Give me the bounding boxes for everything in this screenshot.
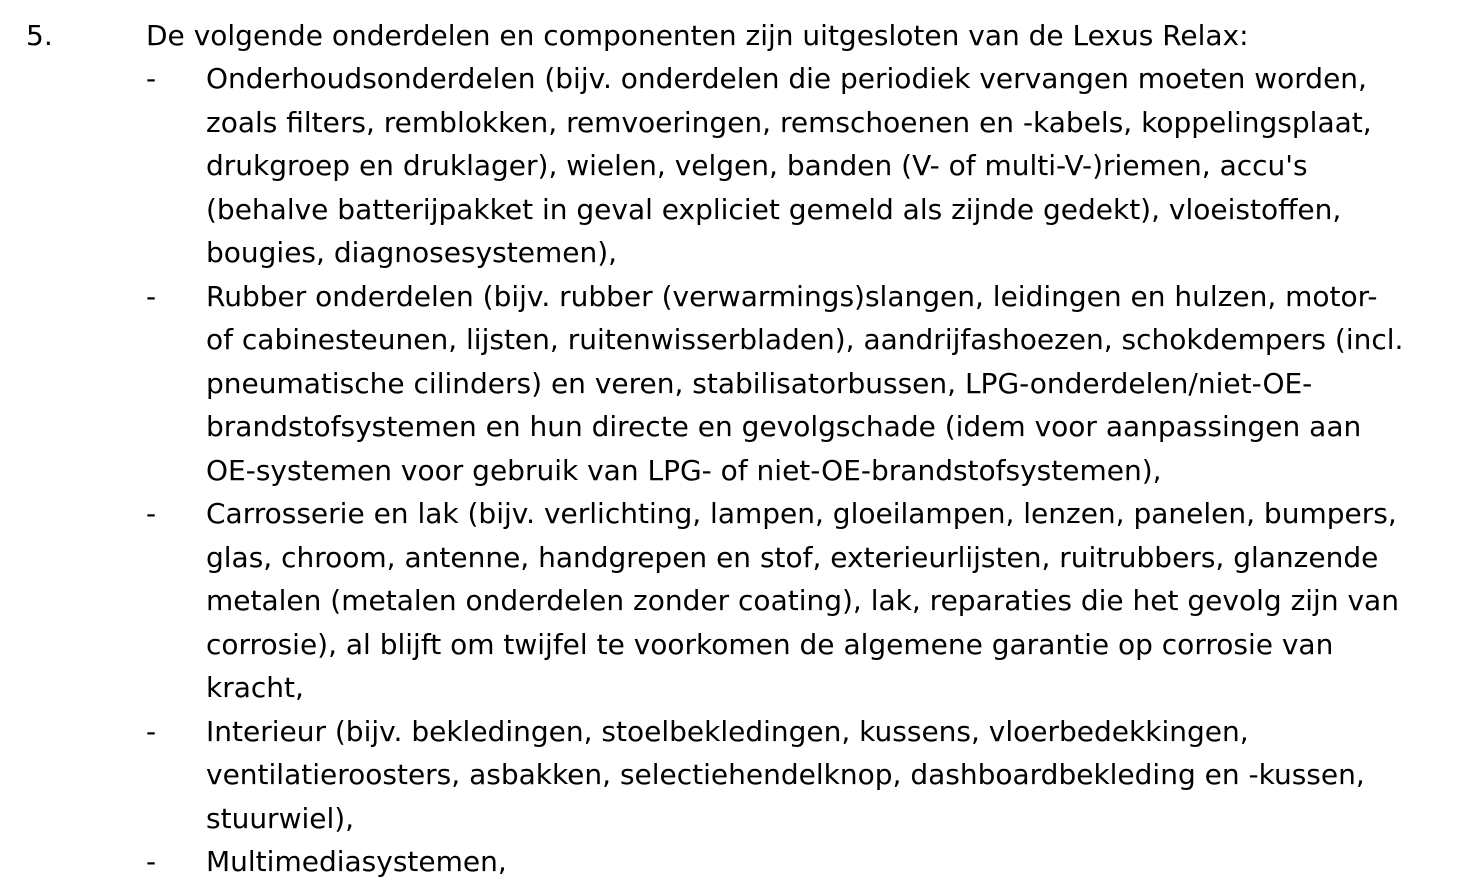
bullet-dash: -: [146, 279, 157, 313]
list-item-text: Carrosserie en lak (bijv. verlichting, lampen, gloeilampen, lenzen, panelen, bumpers, glas, chroom, antenne, handgrepen en stof, exterieurlijsten, ruitrubbers, glanzende metalen (metalen onderdelen zonder coating), lak, reparaties die het gevolg zijn van corrosie), al blijft om twijfel te voorkomen de algemene garantie op corrosie van kracht,: [206, 497, 1399, 704]
section-heading: De volgende onderdelen en componenten zijn uitgesloten van de Lexus Relax:: [146, 19, 1249, 52]
list-item-multimedia: [146, 840, 1456, 884]
list-item-text: Interieur (bijv. bekledingen, stoelbekledingen, kussens, vloerbedekkingen, ventilatieroosters, asbakken, selectiehendelknop, dashboardbekleding en -kussen, stuurwiel),: [206, 714, 1365, 835]
bullet-dash: -: [146, 714, 157, 748]
list-item-text: Onderhoudsonderdelen (bijv. onderdelen die periodiek vervangen moeten worden, zoals filters, remblokken, remvoeringen, remschoenen en -kabels, koppelingsplaat, drukgroep en druklager), wielen, velgen, banden (V- of multi-V-)riemen, accu's (behalve batterijpakket in geval expliciet gemeld als zijnde gedekt), vloeistoffen, bougies, diagnosesystemen),: [206, 62, 1372, 269]
list-item-body-and-paint: [146, 492, 1456, 710]
bullet-dash: -: [146, 62, 157, 95]
list-item-rubber-parts: [146, 275, 1456, 493]
bullet-dash: -: [146, 845, 157, 878]
list-item-text: Multimediasystemen,: [206, 845, 507, 878]
list-item-text: Rubber onderdelen (bijv. rubber (verwarmings)slangen, leidingen en hulzen, motor- of cabinesteunen, lijsten, ruitenwisserbladen), aandrijfashoezen, schokdempers (incl. pneumatische cilinders) en veren, stabilisatorbussen, LPG-onderdelen/niet-OE- brandstofsystemen en hun directe en gevolgschade (idem voor aanpassingen aan OE-systemen voor gebruik van LPG- of niet-OE-brandstofsystemen),: [206, 279, 1404, 487]
exclusion-list: [146, 57, 1456, 884]
list-item-maintenance-parts: [146, 57, 1456, 275]
section-number: 5.: [26, 19, 53, 52]
list-item-interior: [146, 710, 1456, 841]
bullet-dash: -: [146, 497, 157, 530]
